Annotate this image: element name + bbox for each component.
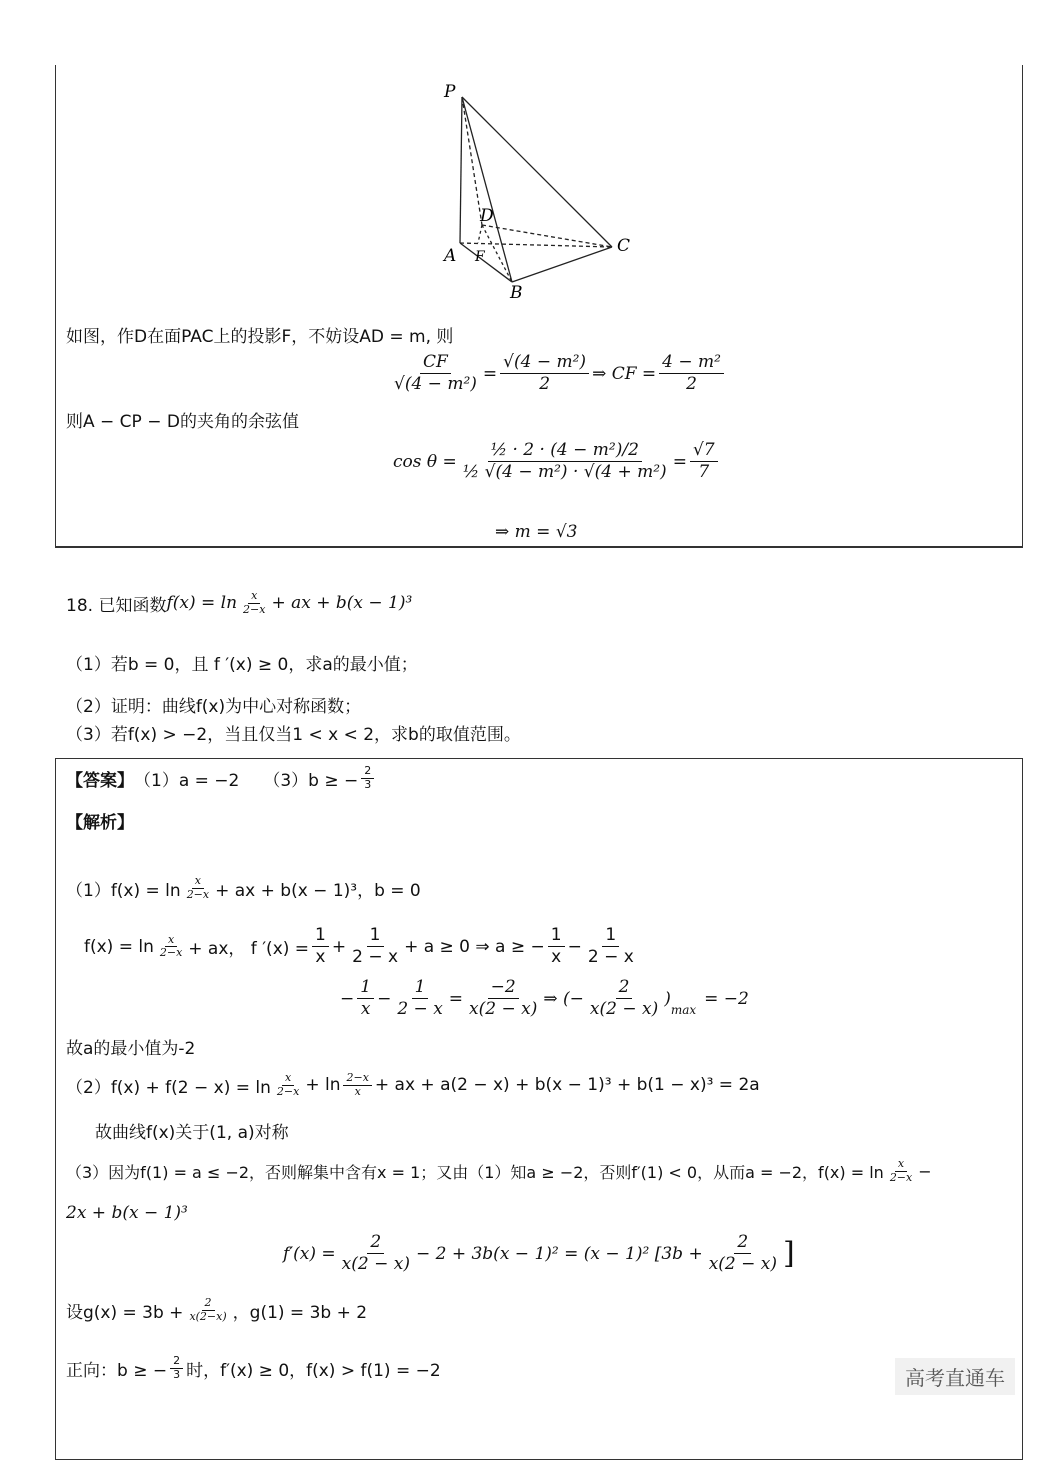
frac-num: x	[282, 1072, 294, 1086]
equals: =	[448, 988, 464, 1009]
analysis-label: 【解析】	[66, 813, 134, 833]
step-text: ，g(1) = 3b + 2	[232, 1302, 368, 1323]
stem-f: f(x) = ln	[166, 593, 238, 614]
frac-num: x	[248, 590, 260, 604]
label-A: A	[444, 246, 457, 266]
answer-part-1: （1）a = −2	[134, 770, 240, 791]
frac-den: 2−x	[159, 946, 183, 960]
paren: )	[664, 988, 671, 1009]
frac-num: 4 − m²	[659, 352, 724, 374]
frac-num: 2	[734, 1232, 751, 1254]
frac-den: x(2 − x)	[341, 1254, 410, 1275]
equals: =	[672, 451, 687, 472]
frac-num: x	[165, 934, 177, 948]
step-2b: 故曲线f(x)关于(1, a)对称	[95, 1123, 289, 1143]
frac-num: 1	[412, 977, 429, 999]
step-text: 设g(x) = 3b +	[66, 1302, 184, 1323]
frac-num: 1	[357, 977, 374, 999]
pyramid-figure	[430, 75, 660, 310]
step-text: − 2 + 3b(x − 1)² = (x − 1)² [3b +	[415, 1243, 703, 1264]
question-18-stem	[66, 590, 412, 616]
step-1b: f(x) = ln $\frac{x}{2-x}$ + ax， f ′(x) = $\frac{1}{x}$ + $\frac{1}{2 - x}$ + a ≥ 0 ⇒ a ≥ − $\frac{1}{x}$ − $\frac{1}{2 - x}$	[84, 925, 640, 969]
label-C: C	[617, 236, 631, 256]
step-text: + a ≥ 0 ⇒ a ≥ −	[404, 936, 545, 957]
frac-den: 2 − x	[397, 999, 443, 1020]
step-text: f′(x) =	[283, 1243, 336, 1264]
frac-num: ½ · 2 · (4 − m²)/2	[488, 440, 642, 462]
equation-m: ⇒ m = √3	[495, 522, 578, 542]
solution-line2: 则A − CP − D的夹角的余弦值	[66, 412, 299, 432]
frac-den: 2	[539, 374, 551, 395]
frac-den: ½ √(4 − m²) · √(4 + m²)	[462, 462, 667, 483]
stem-prefix: 18. 已知函数	[66, 595, 167, 616]
frac-den: x(2 − x)	[469, 999, 538, 1020]
step-text: f(x) = ln	[84, 936, 154, 957]
label-P: P	[444, 82, 456, 102]
frac-num: 2	[361, 765, 374, 779]
minus: −	[567, 936, 582, 957]
frac-num: 2	[367, 1232, 384, 1254]
frac-num: 2	[202, 1297, 215, 1311]
step-text: 正向：b ≥ −	[66, 1360, 168, 1381]
watermark: 高考直通车	[895, 1358, 1015, 1395]
frac-den: 2−x	[889, 1170, 913, 1184]
step-2a	[66, 1072, 760, 1098]
step-text: + ln	[305, 1075, 341, 1096]
frac-num: 1	[312, 925, 329, 947]
answer-line	[66, 765, 377, 791]
frac-den: x	[551, 947, 562, 968]
frac-num: 1	[367, 925, 384, 947]
equals: =	[482, 363, 498, 384]
frac-num: 1	[548, 925, 565, 947]
question-part-1: （1）若b = 0，且 f ′(x) ≥ 0，求a的最小值；	[66, 655, 418, 675]
step-text: 时，f′(x) ≥ 0，f(x) > f(1) = −2	[186, 1360, 441, 1381]
implies: ⇒ (−	[543, 988, 584, 1009]
implies: ⇒ CF =	[592, 363, 657, 384]
step-text: （2）f(x) + f(2 − x) = ln	[66, 1077, 271, 1098]
step-3c	[283, 1232, 795, 1276]
step-text: = −2	[704, 988, 749, 1009]
answer-label: 【答案】	[66, 770, 134, 791]
label-F: F	[475, 249, 485, 265]
frac-den: 2−x	[276, 1084, 300, 1098]
frac-den: x(2 − x)	[589, 999, 659, 1020]
bracket: ]	[783, 1236, 795, 1272]
frac-num: 2	[170, 1355, 183, 1369]
frac-den: 2 − x	[587, 947, 634, 968]
frac-num: −2	[488, 977, 519, 999]
question-part-2: （2）证明：曲线f(x)为中心对称函数；	[66, 697, 362, 717]
step-3a	[66, 1158, 932, 1184]
step-text: （1）f(x) = ln	[66, 880, 181, 901]
frac-den: 3	[173, 1367, 181, 1381]
step-1a	[66, 875, 421, 901]
equation-cos	[393, 440, 721, 484]
label-D: D	[480, 206, 494, 226]
step-text: + ax + b(x − 1)³，b = 0	[215, 880, 421, 901]
step-text: + ax + a(2 − x) + b(x − 1)³ + b(1 − x)³ = 2a	[374, 1075, 760, 1096]
frac-den: x	[354, 1084, 361, 1098]
minus: −	[377, 988, 392, 1009]
frac-den: 3	[364, 777, 372, 791]
step-text: （3）因为f(1) = a ≤ −2，否则解集中含有x = 1；又由（1）知a ≥ −2，否则f′(1) < 0，从而a = −2，f(x) = ln	[66, 1162, 884, 1182]
step-1c	[340, 977, 749, 1021]
label-B: B	[510, 283, 523, 303]
minus: −	[918, 1161, 932, 1181]
frac-num: x	[192, 875, 204, 889]
frac-den: x(2−x)	[189, 1309, 227, 1323]
frac-num: √7	[690, 440, 718, 462]
frac-den: x	[315, 947, 326, 968]
frac-den: x(2 − x)	[708, 1254, 777, 1275]
solution-intro: 如图，作D在面PAC上的投影F，不妨设AD = m, 则	[66, 327, 454, 347]
step-text: + ax， f ′(x) =	[188, 939, 310, 960]
step-1d: 故a的最小值为-2	[66, 1039, 196, 1059]
frac-den: 2 − x	[352, 947, 399, 968]
frac-den: 2	[686, 374, 697, 395]
frac-num: √(4 − m²)	[500, 352, 589, 374]
question-part-3: （3）若f(x) > −2，当且仅当1 < x < 2，求b的取值范围。	[66, 725, 521, 745]
cos-lhs: cos θ =	[393, 451, 457, 472]
frac-den: √(4 − m²)	[394, 374, 477, 395]
step-3e	[66, 1355, 441, 1381]
step-3d	[66, 1297, 367, 1323]
equation-cf	[388, 352, 727, 396]
frac-num: CF	[420, 352, 451, 374]
frac-den: 7	[698, 462, 710, 483]
frac-num: 2	[616, 977, 633, 999]
frac-den: x	[360, 999, 371, 1020]
frac-num: 1	[602, 925, 619, 947]
frac-den: 2−x	[243, 602, 266, 616]
max-subscript: max	[670, 1002, 697, 1017]
answer-part-3: （3）b ≥ −	[263, 770, 359, 791]
frac-den: 2−x	[186, 887, 210, 901]
frac-num: x	[895, 1158, 907, 1172]
step-3b: 2x + b(x − 1)³	[66, 1203, 188, 1223]
stem-rest: + ax + b(x − 1)³	[271, 593, 413, 614]
frac-num: 2−x	[343, 1072, 371, 1086]
minus: −	[340, 988, 355, 1009]
